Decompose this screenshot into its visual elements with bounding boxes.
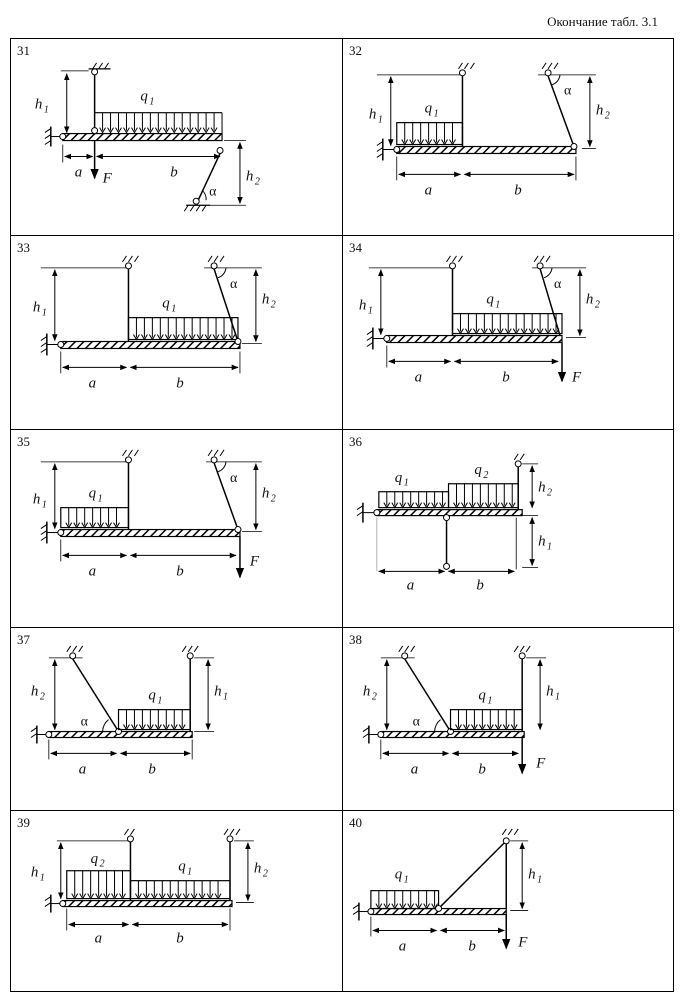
svg-text:h: h: [537, 533, 546, 550]
svg-text:1: 1: [403, 875, 409, 887]
distributed-load-q1: [95, 113, 222, 134]
scheme-32-drawing: [343, 39, 674, 235]
svg-text:1: 1: [157, 695, 163, 707]
svg-text:α: α: [563, 83, 571, 99]
svg-text:1: 1: [433, 108, 439, 120]
distributed-load-q1: [450, 710, 522, 730]
svg-text:F: F: [102, 170, 112, 187]
distributed-load-q1: [452, 314, 561, 334]
distributed-load-q1: [130, 881, 230, 899]
svg-text:q: q: [394, 867, 402, 884]
svg-text:35: 35: [16, 434, 30, 450]
svg-text:α: α: [553, 276, 561, 292]
svg-text:a: a: [424, 182, 432, 199]
table-caption: Окончание табл. 3.1: [547, 14, 658, 29]
svg-text:1: 1: [41, 307, 47, 319]
scheme-36-drawing: [343, 430, 674, 627]
distributed-load-q2: [448, 484, 518, 508]
svg-text:36: 36: [348, 434, 362, 450]
scheme-cell-40: [342, 811, 674, 991]
svg-text:b: b: [475, 577, 484, 594]
scheme-33-drawing: [11, 236, 342, 429]
beam: [396, 147, 575, 154]
pin-support-left: [41, 334, 64, 356]
svg-text:h: h: [595, 102, 603, 119]
svg-text:α: α: [230, 276, 238, 292]
svg-text:h: h: [30, 865, 39, 882]
svg-text:b: b: [501, 369, 510, 386]
svg-text:h: h: [358, 297, 366, 314]
svg-text:1: 1: [554, 691, 560, 703]
svg-text:a: a: [410, 761, 418, 778]
scheme-table: [10, 38, 674, 992]
svg-text:h: h: [527, 867, 536, 884]
svg-text:q: q: [88, 485, 97, 502]
pin-support-left: [45, 127, 66, 147]
svg-text:h: h: [585, 291, 593, 308]
svg-text:2: 2: [604, 110, 610, 122]
svg-text:b: b: [148, 761, 156, 778]
svg-text:α: α: [80, 714, 88, 730]
distributed-load-q1: [378, 492, 448, 508]
svg-text:q: q: [477, 687, 486, 704]
distributed-load-q1: [119, 710, 191, 730]
svg-text:q: q: [148, 687, 156, 704]
svg-text:2: 2: [99, 859, 105, 871]
svg-text:h: h: [261, 485, 270, 502]
svg-text:h: h: [368, 106, 376, 123]
beam: [63, 901, 232, 907]
scheme-cell-34: [342, 236, 674, 430]
svg-text:h: h: [32, 299, 41, 316]
distributed-load-q1: [370, 891, 438, 909]
svg-text:α: α: [230, 470, 238, 486]
svg-text:h: h: [32, 491, 41, 508]
svg-text:h: h: [362, 684, 370, 701]
svg-text:q: q: [162, 295, 170, 312]
svg-text:2: 2: [270, 299, 276, 311]
svg-text:1: 1: [367, 305, 373, 317]
inclined-rod: [440, 843, 504, 907]
ceiling-support-top: [458, 63, 474, 76]
svg-text:1: 1: [39, 873, 45, 885]
distributed-load-q1: [396, 123, 462, 145]
svg-text:1: 1: [223, 691, 229, 703]
svg-text:1: 1: [171, 303, 177, 315]
svg-text:a: a: [94, 930, 103, 947]
svg-text:b: b: [176, 563, 184, 580]
svg-text:q: q: [394, 469, 402, 486]
scheme-cell-31: [11, 39, 343, 236]
scheme-cell-36: [342, 430, 674, 628]
scheme-cell-35: [11, 430, 343, 628]
distributed-load-q2: [67, 871, 131, 899]
scheme-35-drawing: [11, 430, 342, 627]
svg-text:q: q: [90, 851, 99, 868]
svg-text:b: b: [170, 164, 178, 181]
svg-text:a: a: [414, 369, 422, 386]
pin-support-left: [356, 503, 379, 523]
svg-text:37: 37: [16, 632, 30, 648]
scheme-cell-32: [342, 39, 674, 236]
inclined-rod: [73, 659, 119, 732]
svg-text:40: 40: [348, 815, 362, 831]
distributed-load-q1: [128, 318, 237, 340]
svg-text:F: F: [535, 755, 545, 772]
label-q: q: [140, 88, 148, 105]
ceiling-support-top: [89, 63, 111, 75]
svg-text:b: b: [467, 938, 476, 955]
svg-text:2: 2: [39, 691, 45, 703]
scheme-31-drawing: [11, 39, 342, 235]
pin-support-left: [366, 328, 389, 350]
svg-text:1: 1: [149, 96, 155, 108]
svg-text:33: 33: [16, 240, 30, 256]
scheme-cell-38: [342, 628, 674, 811]
scheme-cell-37: [11, 628, 343, 811]
svg-text:F: F: [249, 553, 260, 570]
scheme-38-drawing: [343, 628, 674, 810]
svg-text:h: h: [545, 684, 554, 701]
ceiling-support-right: [538, 63, 596, 76]
svg-text:2: 2: [262, 869, 268, 881]
beam: [386, 336, 561, 343]
svg-text:h: h: [253, 861, 262, 878]
svg-text:h: h: [214, 684, 222, 701]
svg-text:a: a: [78, 761, 87, 778]
inclined-rod: [404, 659, 450, 732]
svg-text:F: F: [517, 934, 527, 951]
svg-text:38: 38: [348, 632, 362, 648]
scheme-40-drawing: [343, 811, 674, 990]
label-alpha: α: [209, 184, 217, 200]
svg-text:b: b: [176, 375, 184, 392]
label-h: h: [34, 96, 43, 113]
svg-text:h: h: [261, 291, 270, 308]
svg-text:1: 1: [187, 867, 193, 879]
svg-text:39: 39: [16, 815, 30, 831]
svg-text:1: 1: [41, 499, 47, 511]
beam: [61, 342, 240, 349]
scheme-37-drawing: [11, 628, 342, 810]
beam: [376, 510, 521, 516]
svg-text:h: h: [30, 684, 39, 701]
svg-text:q: q: [473, 462, 482, 479]
svg-text:1: 1: [43, 104, 49, 116]
svg-text:α: α: [412, 714, 420, 730]
pin-support-left: [45, 895, 66, 913]
svg-text:b: b: [513, 182, 522, 199]
svg-text:2: 2: [594, 299, 600, 311]
svg-text:2: 2: [482, 469, 488, 481]
svg-text:1: 1: [536, 875, 542, 887]
svg-text:F: F: [571, 369, 581, 386]
svg-text:2: 2: [371, 691, 377, 703]
svg-text:2: 2: [270, 493, 276, 505]
svg-text:a: a: [398, 938, 406, 955]
svg-text:h: h: [245, 168, 254, 185]
distributed-load-q1: [61, 508, 129, 528]
svg-text:a: a: [88, 563, 97, 580]
scheme-34-drawing: [343, 236, 674, 429]
svg-text:b: b: [477, 761, 486, 778]
svg-text:1: 1: [486, 695, 492, 707]
svg-text:1: 1: [494, 299, 500, 311]
svg-text:34: 34: [348, 240, 362, 256]
beam: [63, 134, 222, 141]
svg-text:2: 2: [546, 487, 552, 499]
svg-text:b: b: [176, 930, 184, 947]
svg-text:1: 1: [403, 477, 409, 489]
svg-text:2: 2: [254, 176, 260, 188]
svg-text:a: a: [88, 375, 97, 392]
svg-text:q: q: [485, 291, 494, 308]
beam: [61, 530, 240, 537]
scheme-cell-39: [11, 811, 343, 991]
svg-text:q: q: [424, 100, 432, 117]
scheme-cell-33: [11, 236, 343, 430]
scheme-39-drawing: [11, 811, 342, 990]
svg-text:1: 1: [546, 541, 552, 553]
svg-text:q: q: [178, 859, 186, 876]
svg-text:a: a: [406, 577, 414, 594]
scheme-number: 32: [348, 42, 362, 58]
svg-text:1: 1: [97, 493, 103, 505]
scheme-number: 31: [16, 42, 30, 58]
svg-text:a: a: [74, 164, 83, 181]
svg-text:h: h: [537, 479, 546, 496]
svg-text:1: 1: [377, 114, 383, 126]
